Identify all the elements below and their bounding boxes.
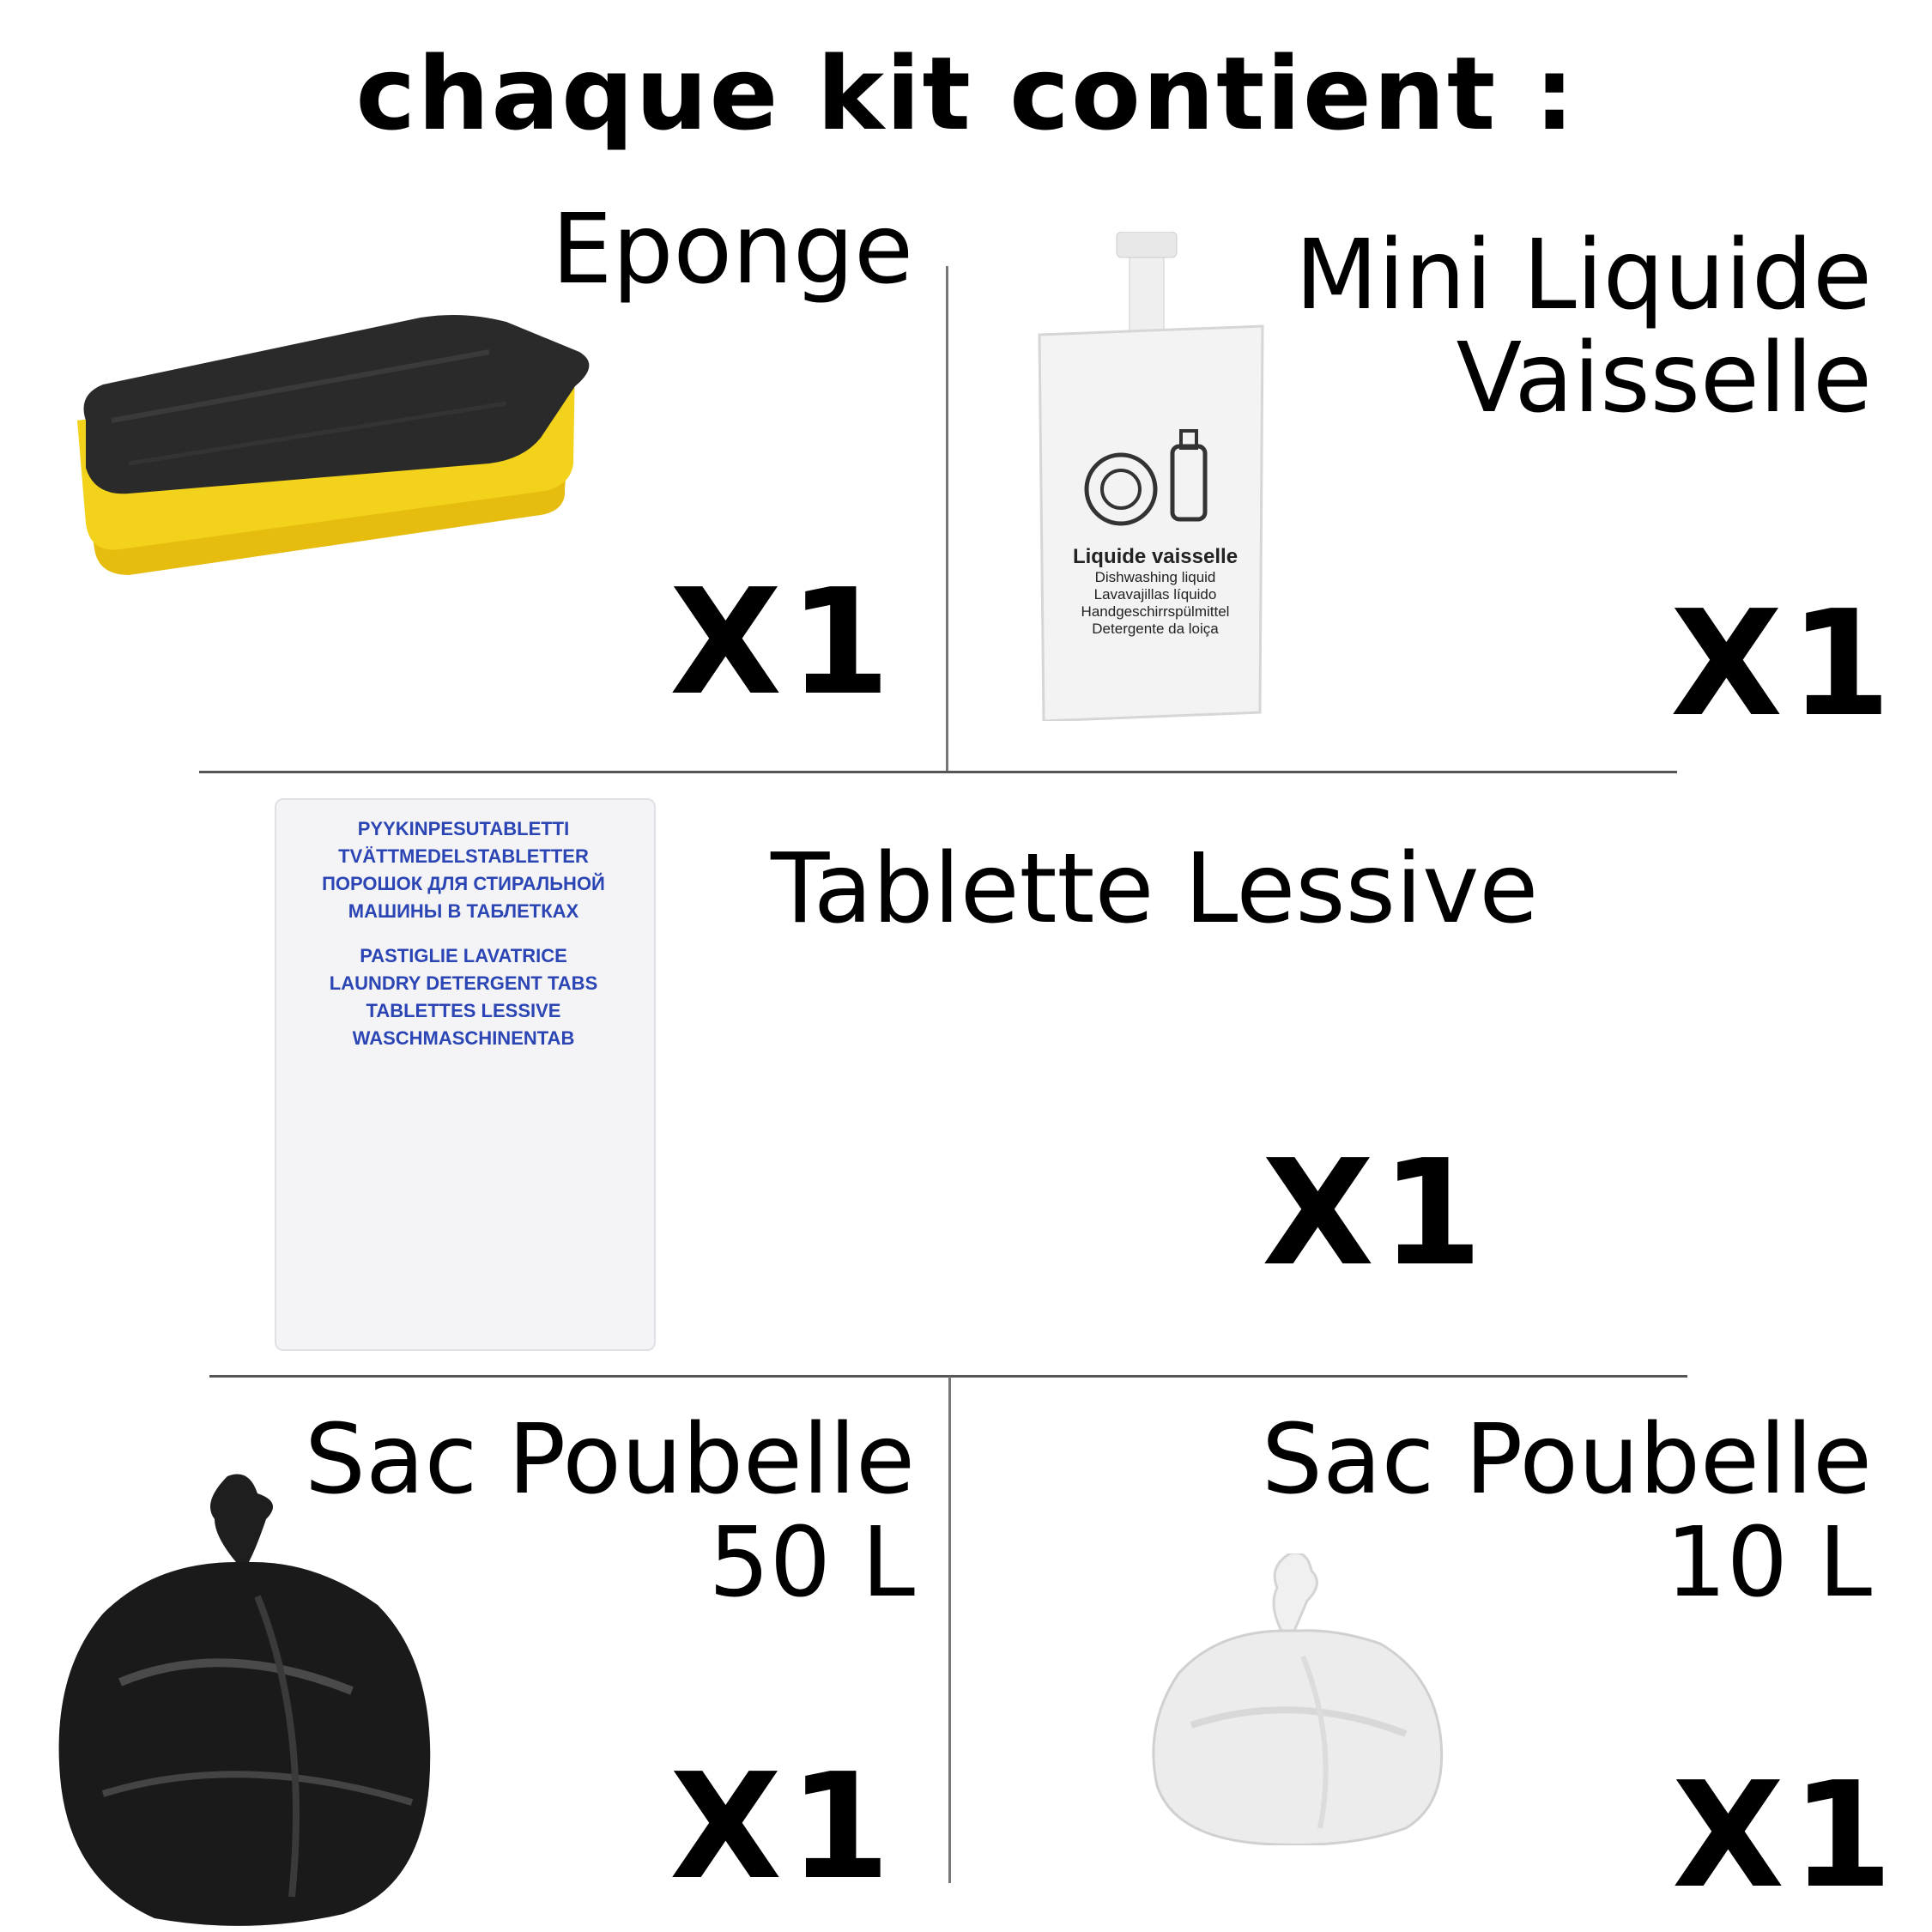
pouch-text-line: Lavavajillas líquido [1093,586,1217,603]
tab-text-line: PYYKINPESUTABLETTI [357,818,570,839]
pouch-text-line: Handgeschirrspülmittel [1081,603,1230,620]
sponge-icon [60,292,609,584]
trash-bag-10-label-line1: Sac Poubelle [1261,1404,1872,1516]
dish-liquid-quantity: X1 [1670,579,1899,749]
item-laundry-tablet [0,777,1932,1369]
pouch-text-line: Liquide vaisselle [1072,545,1239,568]
laundry-tablet-label: Tablette Lessive [771,833,1539,945]
trash-bag-50-label-line1: Sac Poubelle [304,1404,915,1516]
laundry-tablet-quantity: X1 [1262,1129,1490,1299]
tab-text-line: МАШИНЫ В ТАБЛЕТКАХ [348,900,579,922]
tab-text-line: TABLETTES LESSIVE [366,1000,561,1021]
item-trash-bag-50 [0,1404,944,1932]
vertical-divider-top [946,266,948,772]
sponge-quantity: X1 [669,558,898,728]
pouch-text [1061,545,1250,638]
black-trash-bag-icon [51,1468,438,1931]
dish-soap-pouch-icon [1035,232,1267,721]
trash-bag-50-label-line2: 50 L [708,1507,915,1619]
tab-text-line: ПОРОШОК ДЛЯ СТИРАЛЬНОЙ [322,873,605,894]
dish-liquid-label-line1: Mini Liquide [1294,220,1872,331]
white-trash-bag-icon [1148,1553,1449,1845]
trash-bag-10-label-line2: 10 L [1665,1507,1872,1619]
tab-text-line: PASTIGLIE LAVATRICE [360,945,567,966]
trash-bag-50-quantity: X1 [669,1742,898,1912]
item-dish-liquid [949,215,1932,764]
tab-text-line: TVÄTTMEDELSTABLETTER [338,845,589,867]
item-trash-bag-10 [951,1404,1932,1932]
page-title: chaque kit contient : [355,34,1577,153]
tablet-pack-text [292,815,635,1052]
sponge-label: Eponge [551,194,913,306]
tab-text-line: WASCHMASCHINENTAB [352,1027,575,1049]
trash-bag-10-quantity: X1 [1672,1751,1900,1921]
item-sponge [0,194,944,764]
dish-liquid-label-line2: Vaisselle [1456,323,1872,434]
pouch-text-line: Dishwashing liquid [1094,569,1216,585]
tab-text-line: LAUNDRY DETERGENT TABS [329,972,598,994]
horizontal-divider-middle [199,771,1677,773]
pouch-text-line: Detergente da loiça [1092,621,1219,637]
